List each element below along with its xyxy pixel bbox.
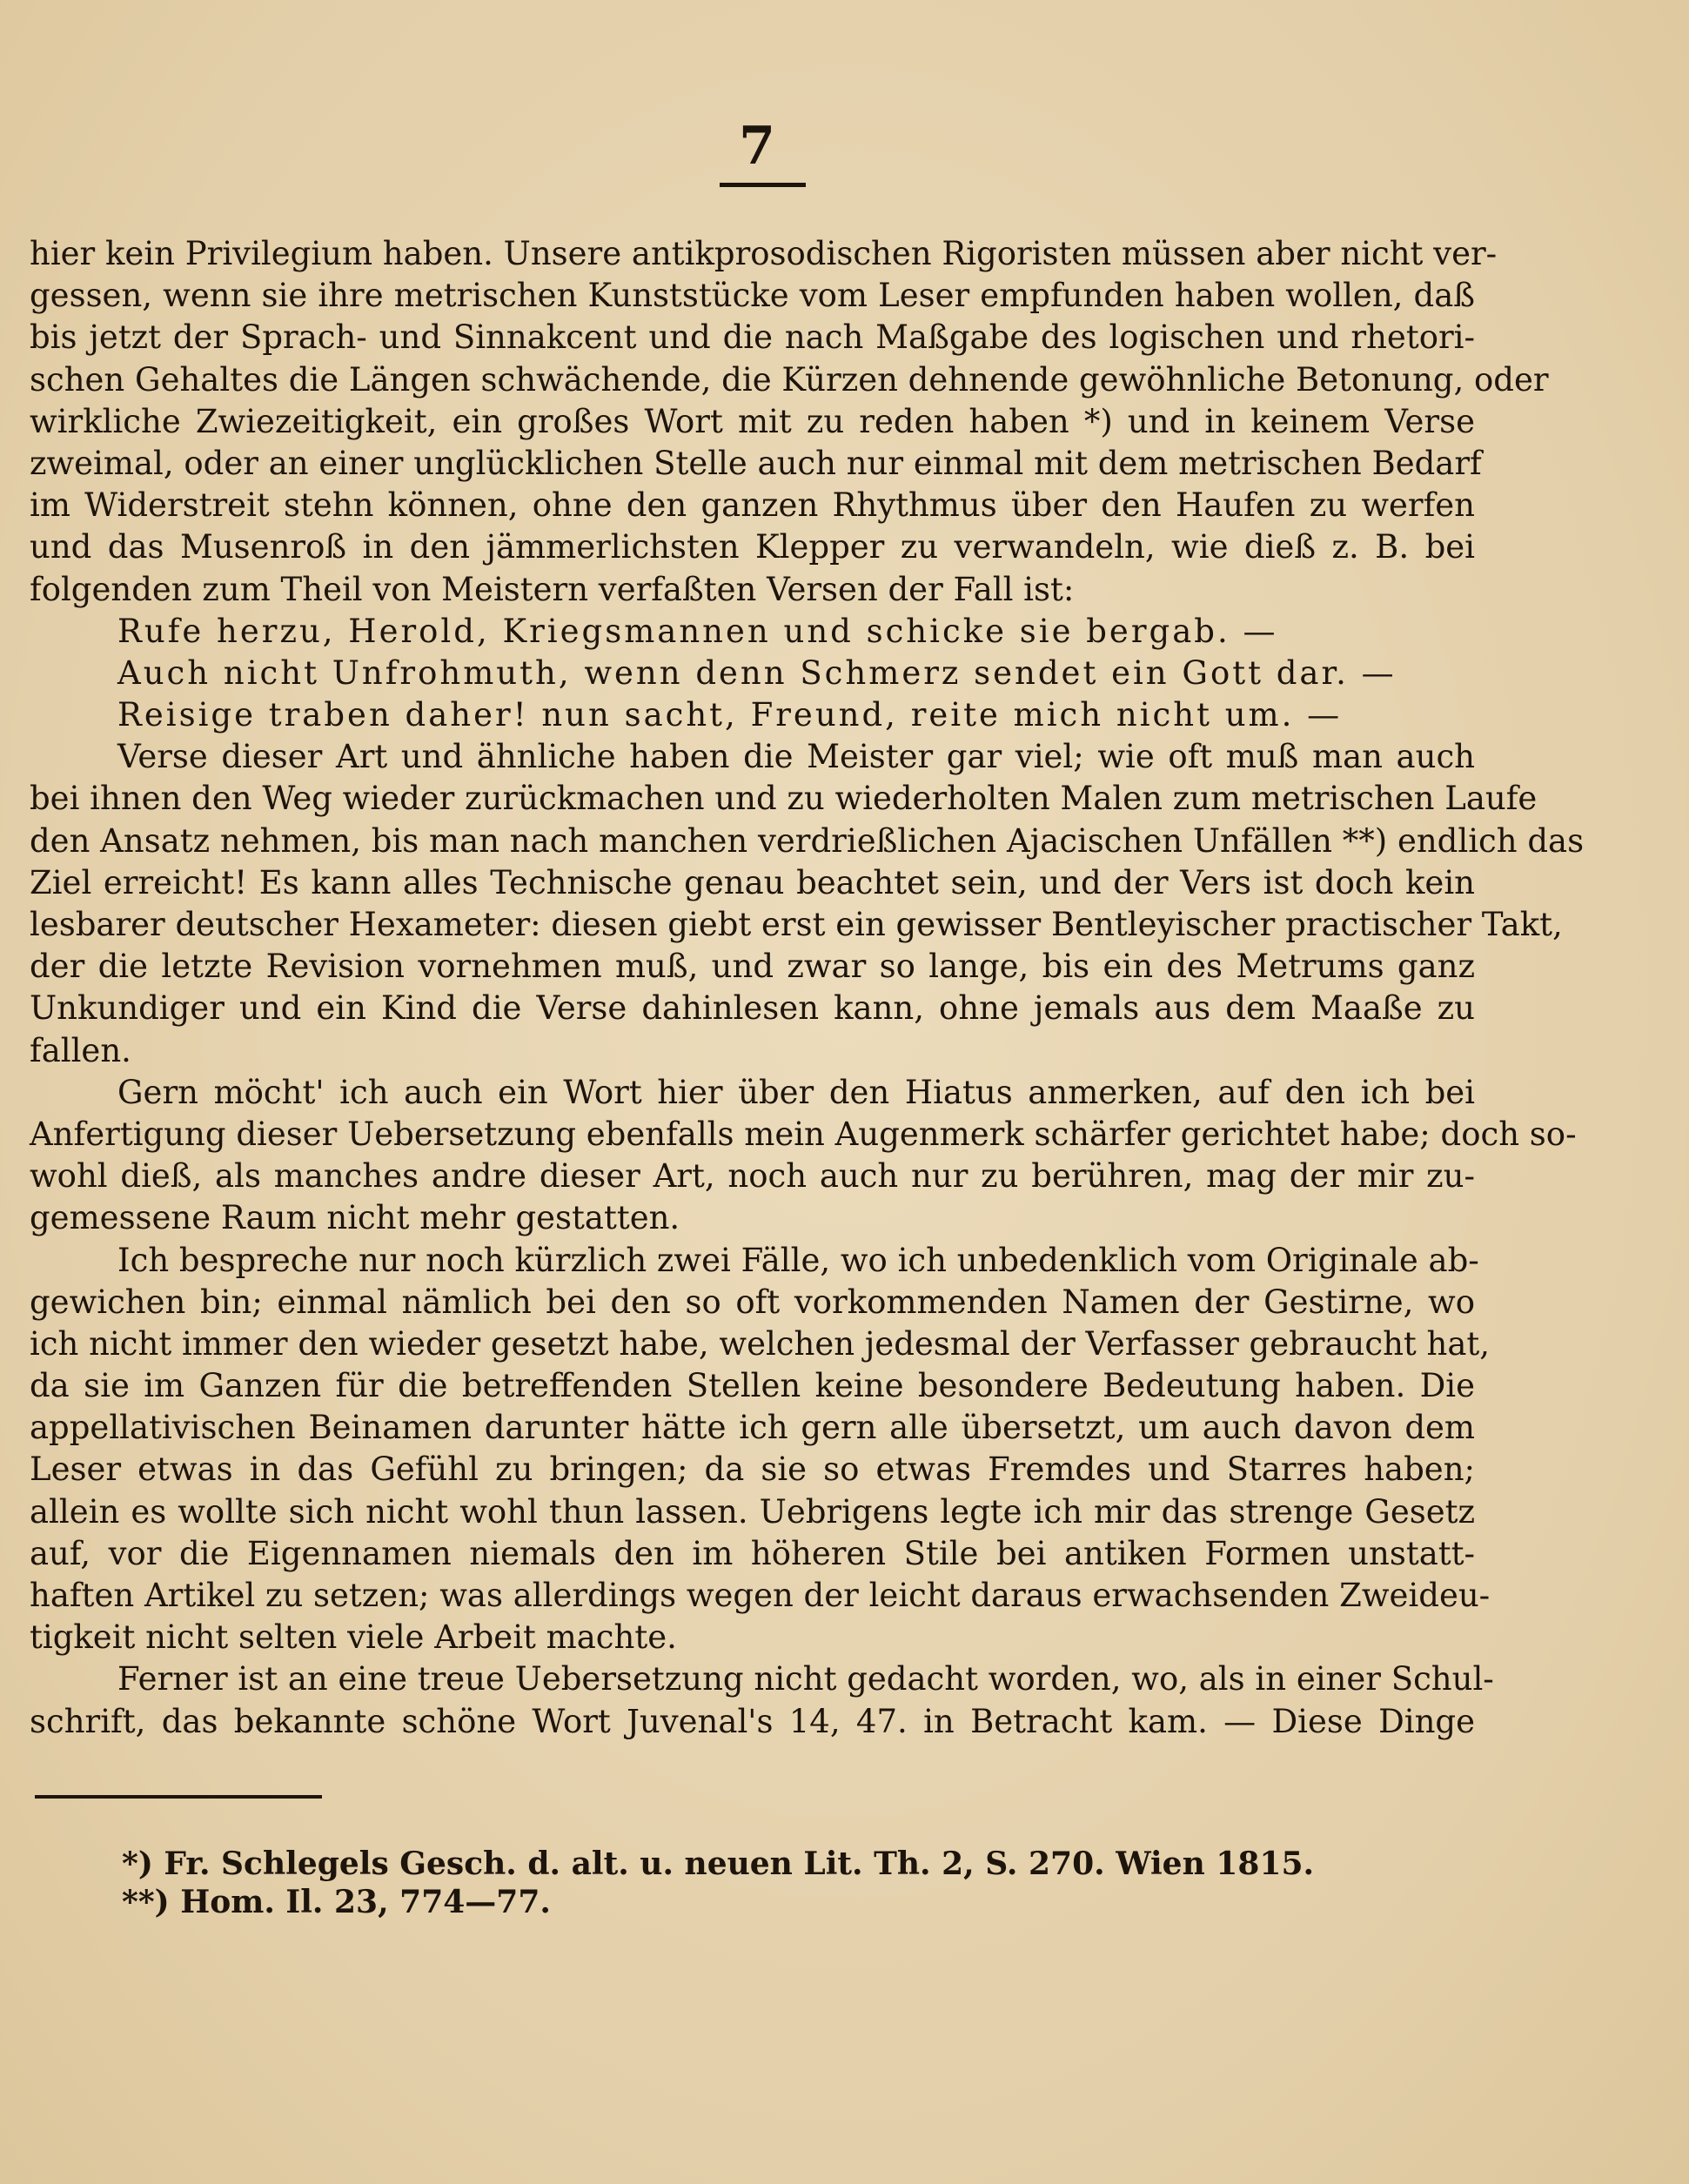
- footnote: **) Hom. Il. 23, 774—77.: [122, 1884, 551, 1920]
- text-line: allein es wollte sich nicht wohl thun lassen. Uebrigens legte ich mir das strenge Gesetz: [30, 1492, 1475, 1531]
- text-line: ich nicht immer den wieder gesetzt habe, welchen jedesmal der Verfasser gebraucht hat,: [30, 1324, 1491, 1363]
- text-line: tigkeit nicht selten viele Arbeit machte.: [30, 1618, 677, 1657]
- text-line: Unkundiger und ein Kind die Verse dahinlesen kann, ohne jemals aus dem Maaße zu: [30, 989, 1475, 1028]
- verse-line: Auch nicht Unfrohmuth, wenn denn Schmerz sendet ein Gott dar. —: [117, 653, 1397, 692]
- text-line: bei ihnen den Weg wieder zurückmachen und zu wiederholten Malen zum metrischen Laufe: [30, 780, 1538, 818]
- text-line: haften Artikel zu setzen; was allerdings wegen der leicht daraus erwachsenden Zweideu-: [30, 1577, 1491, 1614]
- text-line: Ferner ist an eine treue Uebersetzung nicht gedacht worden, wo, als in einer Schul-: [117, 1660, 1494, 1698]
- text-line: den Ansatz nehmen, bis man nach manchen verdrießlichen Ajacischen Unfällen **) endlich das: [30, 821, 1585, 860]
- text-line: wirkliche Zwiezeitigkeit, ein großes Wort mit zu reden haben *) und in keinem Verse: [30, 402, 1475, 440]
- footnote: *) Fr. Schlegels Gesch. d. alt. u. neuen Lit. Th. 2, S. 270. Wien 1815.: [122, 1846, 1315, 1882]
- text-line: wohl dieß, als manches andre dieser Art, noch auch nur zu berühren, mag der mir zu-: [30, 1157, 1475, 1196]
- text-line: appellativischen Beinamen darunter hätte ich gern alle übersetzt, um auch davon dem: [30, 1409, 1475, 1447]
- text-line: der die letzte Revision vornehmen muß, und zwar so lange, bis ein des Metrums ganz: [30, 948, 1475, 986]
- text-line: fallen.: [30, 1031, 131, 1069]
- text-line: bis jetzt der Sprach- und Sinnakcent und die nach Maßgabe des logischen und rhetori-: [30, 318, 1475, 357]
- text-line: auf, vor die Eigennamen niemals den im höheren Stile bei antiken Formen unstatt-: [30, 1534, 1475, 1572]
- text-line: im Widerstreit stehn können, ohne den ganzen Rhythmus über den Haufen zu werfen: [30, 486, 1475, 525]
- text-line: Ziel erreicht! Es kann alles Technische genau beachtet sein, und der Vers ist doch kein: [30, 863, 1475, 901]
- verse-line: Rufe herzu, Herold, Kriegsmannen und schicke sie bergab. —: [117, 612, 1278, 650]
- text-line: schrift, das bekannte schöne Wort Juvenal's 14, 47. in Betracht kam. — Diese Dinge: [30, 1702, 1475, 1740]
- page-number-rule: [720, 183, 806, 187]
- text-line: Gern möcht' ich auch ein Wort hier über den Hiatus anmerken, auf den ich bei: [117, 1073, 1475, 1111]
- footnote-rule: [35, 1795, 322, 1799]
- text-line: da sie im Ganzen für die betreffenden Stellen keine besondere Bedeutung haben. Die: [30, 1367, 1475, 1405]
- text-line: schen Gehaltes die Längen schwächende, die Kürzen dehnende gewöhnliche Betonung, oder: [30, 360, 1549, 399]
- text-line: Leser etwas in das Gefühl zu bringen; da sie so etwas Fremdes und Starres haben;: [30, 1450, 1475, 1489]
- text-line: gemessene Raum nicht mehr gestatten.: [30, 1199, 680, 1237]
- text-line: folgenden zum Theil von Meistern verfaßten Versen der Fall ist:: [30, 570, 1075, 608]
- text-line: Verse dieser Art und ähnliche haben die Meister gar viel; wie oft muß man auch: [117, 738, 1475, 776]
- text-line: und das Musenroß in den jämmerlichsten Klepper zu verwandeln, wie dieß z. B. bei: [30, 528, 1475, 566]
- body-text: [30, 233, 1585, 1743]
- text-line: Ich bespreche nur noch kürzlich zwei Fälle, wo ich unbedenklich vom Originale ab-: [117, 1241, 1479, 1279]
- verse-line: Reisige traben daher! nun sacht, Freund, reite mich nicht um. —: [117, 696, 1343, 734]
- text-line: gessen, wenn sie ihre metrischen Kunststücke vom Leser empfunden haben wollen, daß: [30, 277, 1475, 315]
- footnotes: [122, 1845, 1427, 1921]
- text-line: zweimal, oder an einer unglücklichen Stelle auch nur einmal mit dem metrischen Bedarf: [30, 444, 1482, 482]
- text-line: lesbarer deutscher Hexameter: diesen giebt erst ein gewisser Bentleyischer practischer Takt,: [30, 906, 1563, 943]
- page-number: 7: [739, 116, 775, 177]
- text-line: Anfertigung dieser Uebersetzung ebenfalls mein Augenmerk schärfer gerichtet habe; doch so-: [30, 1115, 1577, 1153]
- text-line: gewichen bin; einmal nämlich bei den so oft vorkommenden Namen der Gestirne, wo: [30, 1283, 1475, 1321]
- text-line: hier kein Privilegium haben. Unsere antikprosodischen Rigoristen müssen aber nicht ver-: [30, 235, 1498, 272]
